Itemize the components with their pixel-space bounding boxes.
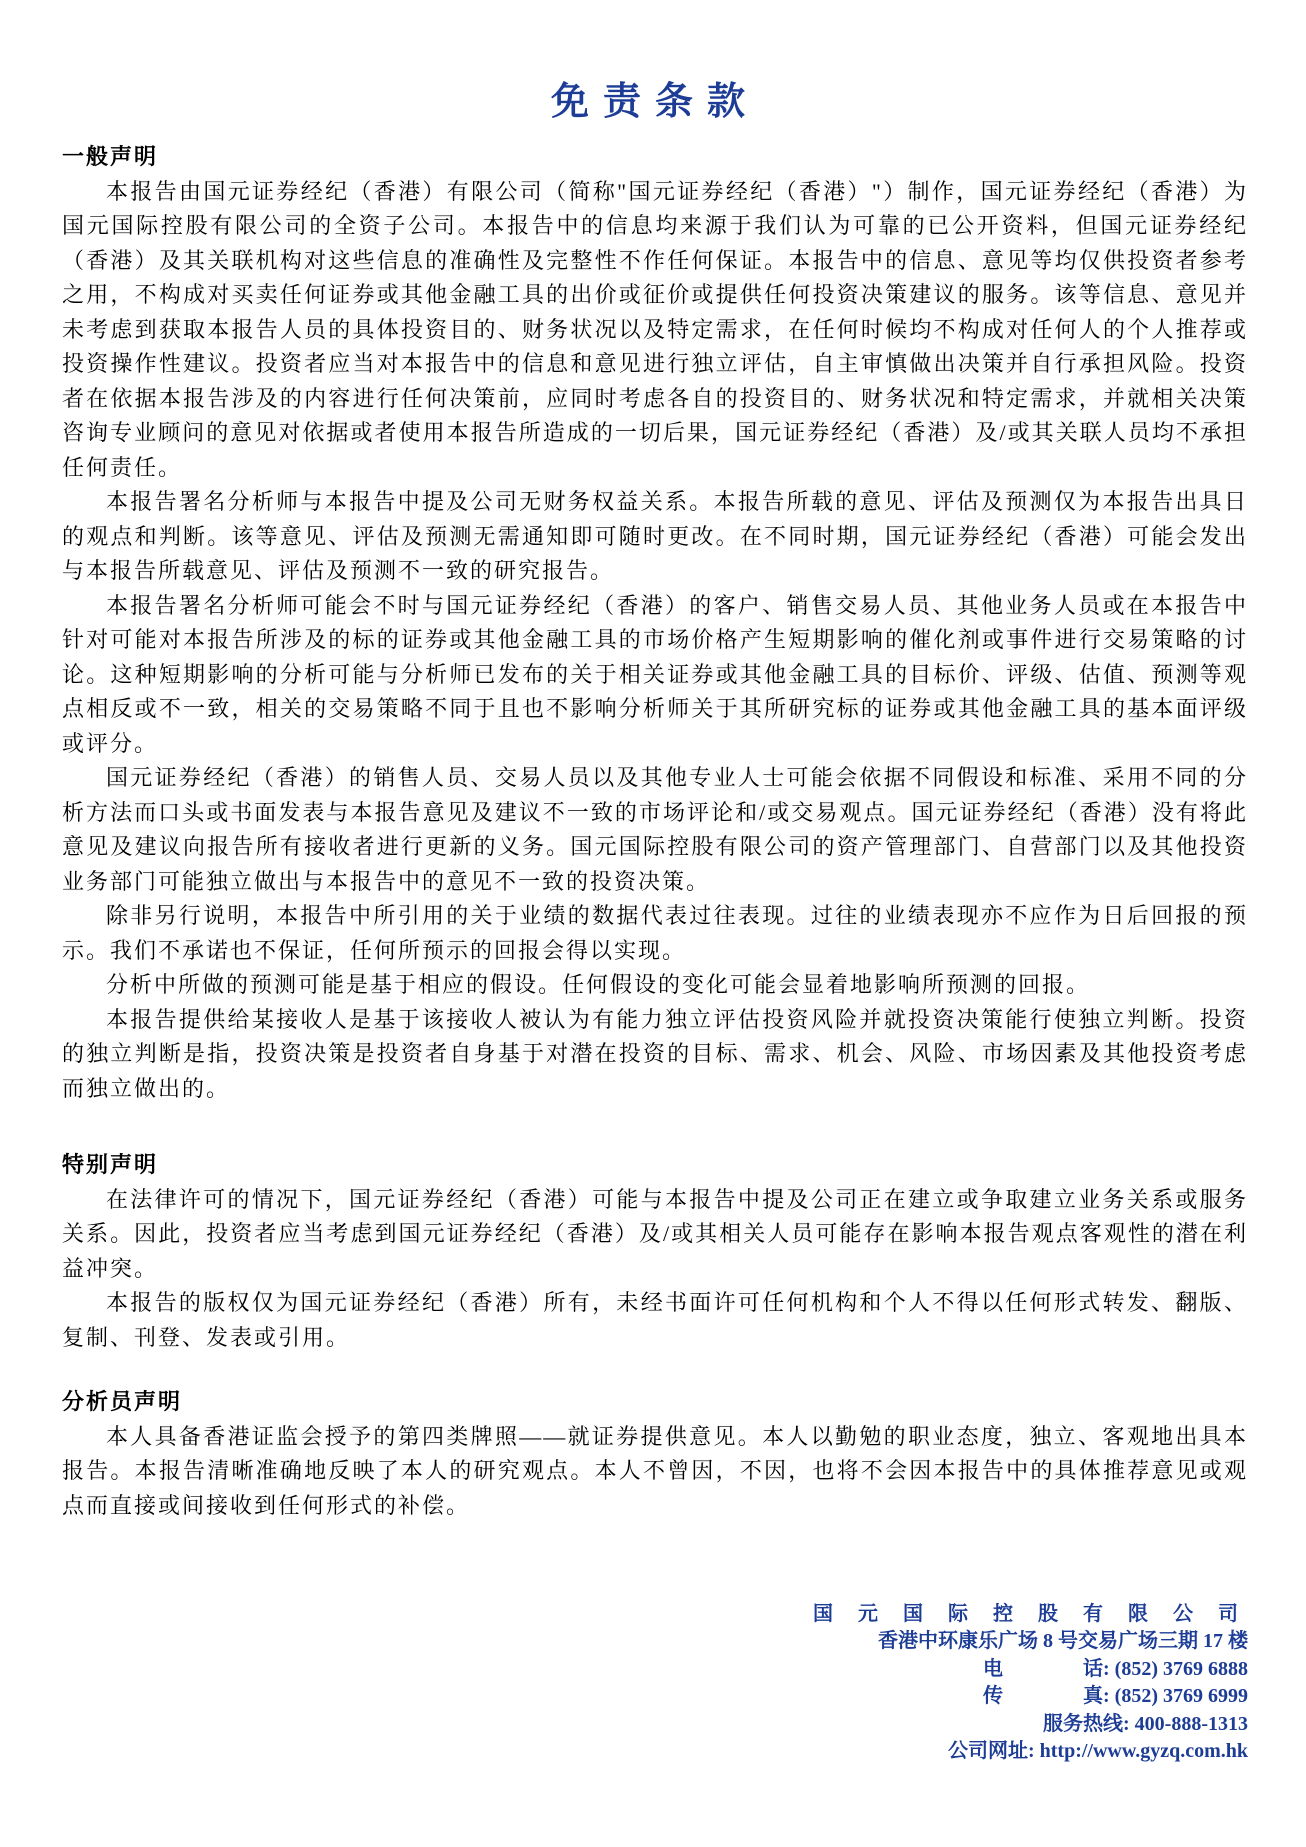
section-general-statement	[62, 140, 1248, 1106]
footer-company-name: 国 元 国 际 控 股 有 限 公 司	[813, 1603, 1248, 1625]
paragraph-general-7: 本报告提供给某接收人是基于该接收人被认为有能力独立评估投资风险并就投资决策能行使独立判断。投资的独立判断是指，投资决策是投资者自身基于对潜在投资的目标、需求、机会、风险、市场因素及其他投资考虑而独立做出的。	[62, 1006, 1248, 1101]
footer-website-label: 公司网址:	[947, 1740, 1040, 1763]
footer-website	[62, 1738, 1248, 1765]
page-title: 免责条款	[550, 81, 759, 123]
paragraph-general-1: 本报告由国元证券经纪（香港）有限公司（简称"国元证券经纪（香港）"）制作，国元证券经纪（香港）为国元国际控股有限公司的全资子公司。本报告中的信息均来源于我们认为可靠的已公开资料，但国元证券经纪（香港）及其关联机构对这些信息的准确性及完整性不作任何保证。本报告中的信息、意见等均仅供投资者参考之用，不构成对买卖任何证券或其他金融工具的出价或征价或提供任何投资决策建议的服务。该等信息、意见并未考虑到获取本报告人员的具体投资目的、财务状况以及特定需求，在任何时候均不构成对任何人的个人推荐或投资操作性建议。投资者应当对本报告中的信息和意见进行独立评估，自主审慎做出决策并自行承担风险。投资者在依据本报告涉及的内容进行任何决策前，应同时考虑各自的投资目的、财务状况和特定需求，并就相关决策咨询专业顾问的意见对依据或者使用本报告所造成的一切后果，国元证券经纪（香港）及/或其关联人员均不承担任何责任。	[62, 178, 1248, 480]
paragraph-general-2: 本报告署名分析师与本报告中提及公司无财务权益关系。本报告所载的意见、评估及预测仅为本报告出具日的观点和判断。该等意见、评估及预测无需通知即可随时更改。在不同时期，国元证券经纪（香港）可能会发出与本报告所载意见、评估及预测不一致的研究报告。	[62, 489, 1248, 583]
paragraph-analyst-1: 本人具备香港证监会授予的第四类牌照——就证券提供意见。本人以勤勉的职业态度，独立、客观地出具本报告。本报告清晰准确地反映了本人的研究观点。本人不曾因，不因，也将不会因本报告中的具体推荐意见或观点而直接或间接收到任何形式的补偿。	[62, 1423, 1248, 1518]
footer-website-url[interactable]: http://www.gyzq.com.hk	[1039, 1740, 1248, 1763]
paragraph-general-3: 本报告署名分析师可能会不时与国元证券经纪（香港）的客户、销售交易人员、其他业务人员或在本报告中针对可能对本报告所涉及的标的证券或其他金融工具的市场价格产生短期影响的催化剂或事件进行交易策略的讨论。这种短期影响的分析可能与分析师已发布的关于相关证券或其他金融工具的目标价、评级、估值、预测等观点相反或不一致，相关的交易策略不同于且也不影响分析师关于其所研究标的证券或其他金融工具的基本面评级或评分。	[62, 592, 1248, 756]
paragraph-special-2: 本报告的版权仅为国元证券经纪（香港）所有，未经书面许可任何机构和个人不得以任何形式转发、翻版、复制、刊登、发表或引用。	[62, 1290, 1248, 1350]
section-heading-general: 一般声明	[62, 144, 159, 169]
paragraph-general-5: 除非另行说明，本报告中所引用的关于业绩的数据代表过往表现。过往的业绩表现亦不应作为日后回报的预示。我们不承诺也不保证，任何所预示的回报会得以实现。	[62, 903, 1248, 963]
paragraph-special-1: 在法律许可的情况下，国元证券经纪（香港）可能与本报告中提及公司正在建立或争取建立业务关系或服务关系。因此，投资者应当考虑到国元证券经纪（香港）及/或其相关人员可能存在影响本报告观点客观性的潜在利益冲突。	[62, 1186, 1248, 1281]
section-heading-analyst: 分析员声明	[62, 1389, 183, 1414]
section-heading-special: 特别声明	[62, 1152, 159, 1177]
footer-fax: 传 真: (852) 3769 6999	[983, 1685, 1248, 1708]
footer-hotline: 服务热线: 400-888-1313	[1043, 1712, 1248, 1735]
footer-phone: 电 话: (852) 3769 6888	[983, 1657, 1248, 1680]
footer-address: 香港中环康乐广场 8 号交易广场三期 17 楼	[878, 1630, 1248, 1653]
section-analyst-statement	[62, 1385, 1248, 1523]
section-special-statement	[62, 1148, 1248, 1355]
company-footer	[62, 1601, 1248, 1765]
paragraph-general-4: 国元证券经纪（香港）的销售人员、交易人员以及其他专业人士可能会依据不同假设和标准、采用不同的分析方法而口头或书面发表与本报告意见及建议不一致的市场评论和/或交易观点。国元证券经纪（香港）没有将此意见及建议向报告所有接收者进行更新的义务。国元国际控股有限公司的资产管理部门、自营部门以及其他投资业务部门可能独立做出与本报告中的意见不一致的投资决策。	[62, 765, 1248, 894]
paragraph-general-6: 分析中所做的预测可能是基于相应的假设。任何假设的变化可能会显着地影响所预测的回报。	[106, 972, 1091, 997]
